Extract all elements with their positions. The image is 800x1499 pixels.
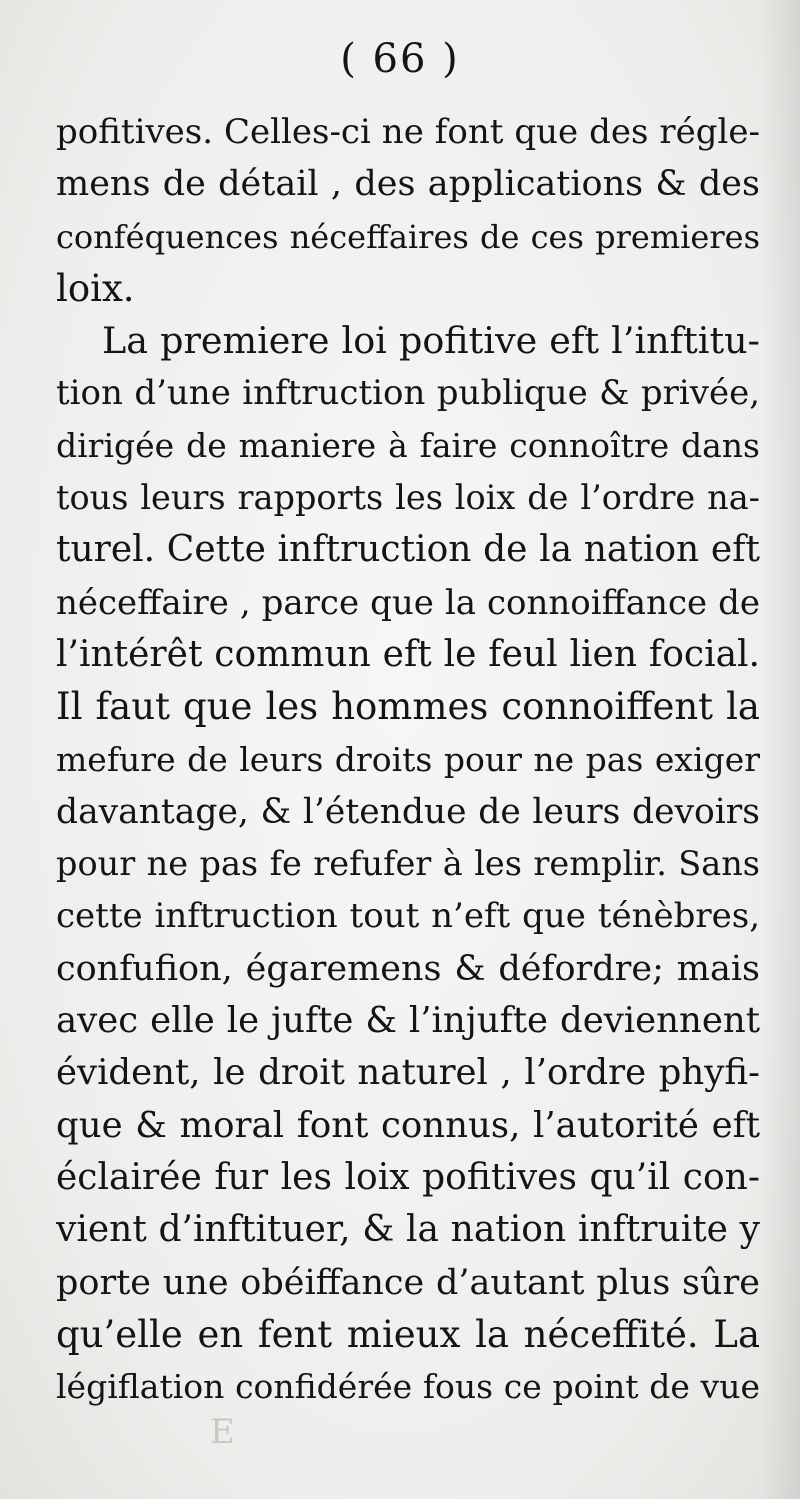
text-line: conféquences néceffaires de ces premieres — [56, 217, 760, 256]
text-line: mens de détail , des applications & des — [56, 164, 760, 205]
text-line: qu’elle en fent mieux la néceffité. La — [56, 1312, 760, 1356]
text-line: néceffaire , parce que la connoiffance de — [56, 582, 760, 623]
text-line: éclairée fur les loix pofitives qu’il con- — [56, 1156, 760, 1198]
text-line: confufion, égaremens & défordre; mais — [56, 948, 760, 989]
text-line: tous leurs rapports les loix de l’ordre na- — [56, 478, 760, 518]
text-line: Il faut que les hommes connoiffent la — [56, 685, 760, 729]
text-line: légiflation confidérée fous ce point de vue — [56, 1367, 760, 1407]
gutter-shadow — [760, 0, 800, 1499]
text-line: porte une obéiffance d’autant plus sûre — [56, 1262, 760, 1303]
text-line: que & moral font connus, l’autorité eft — [56, 1104, 760, 1146]
text-line: tion d’une inftruction publique & privée, — [56, 373, 760, 414]
text-line: cette inftruction tout n’eft que ténèbres, — [56, 896, 760, 937]
text-line: l’intérêt commun eft le feul lien focial. — [56, 633, 760, 675]
text-line: loix. — [56, 266, 135, 310]
text-line: mefure de leurs droits pour ne pas exiger — [56, 739, 760, 779]
text-line: dirigée de maniere à faire connoître dans — [56, 425, 760, 465]
signature-mark: E — [210, 1412, 235, 1452]
text-line: évident, le droit naturel , l’ordre phyfi- — [56, 1052, 760, 1094]
text-line: pour ne pas fe refufer à les remplir. Sans — [56, 844, 760, 884]
text-line: turel. Cette inftruction de la nation eft — [56, 529, 760, 571]
body-text — [56, 106, 760, 1413]
text-line: vient d’inftituer, & la nation inftruite y — [56, 1209, 760, 1251]
page-number: ( 66 ) — [340, 36, 460, 82]
text-line: pofitives. Celles-ci ne font que des régle- — [56, 112, 760, 152]
text-line-paragraph-start: La premiere loi pofitive eft l’inftitu- — [102, 319, 760, 363]
text-line: davantage, & l’étendue de leurs devoirs — [56, 791, 760, 832]
text-line: avec elle le jufte & l’injufte deviennent — [56, 1000, 760, 1042]
